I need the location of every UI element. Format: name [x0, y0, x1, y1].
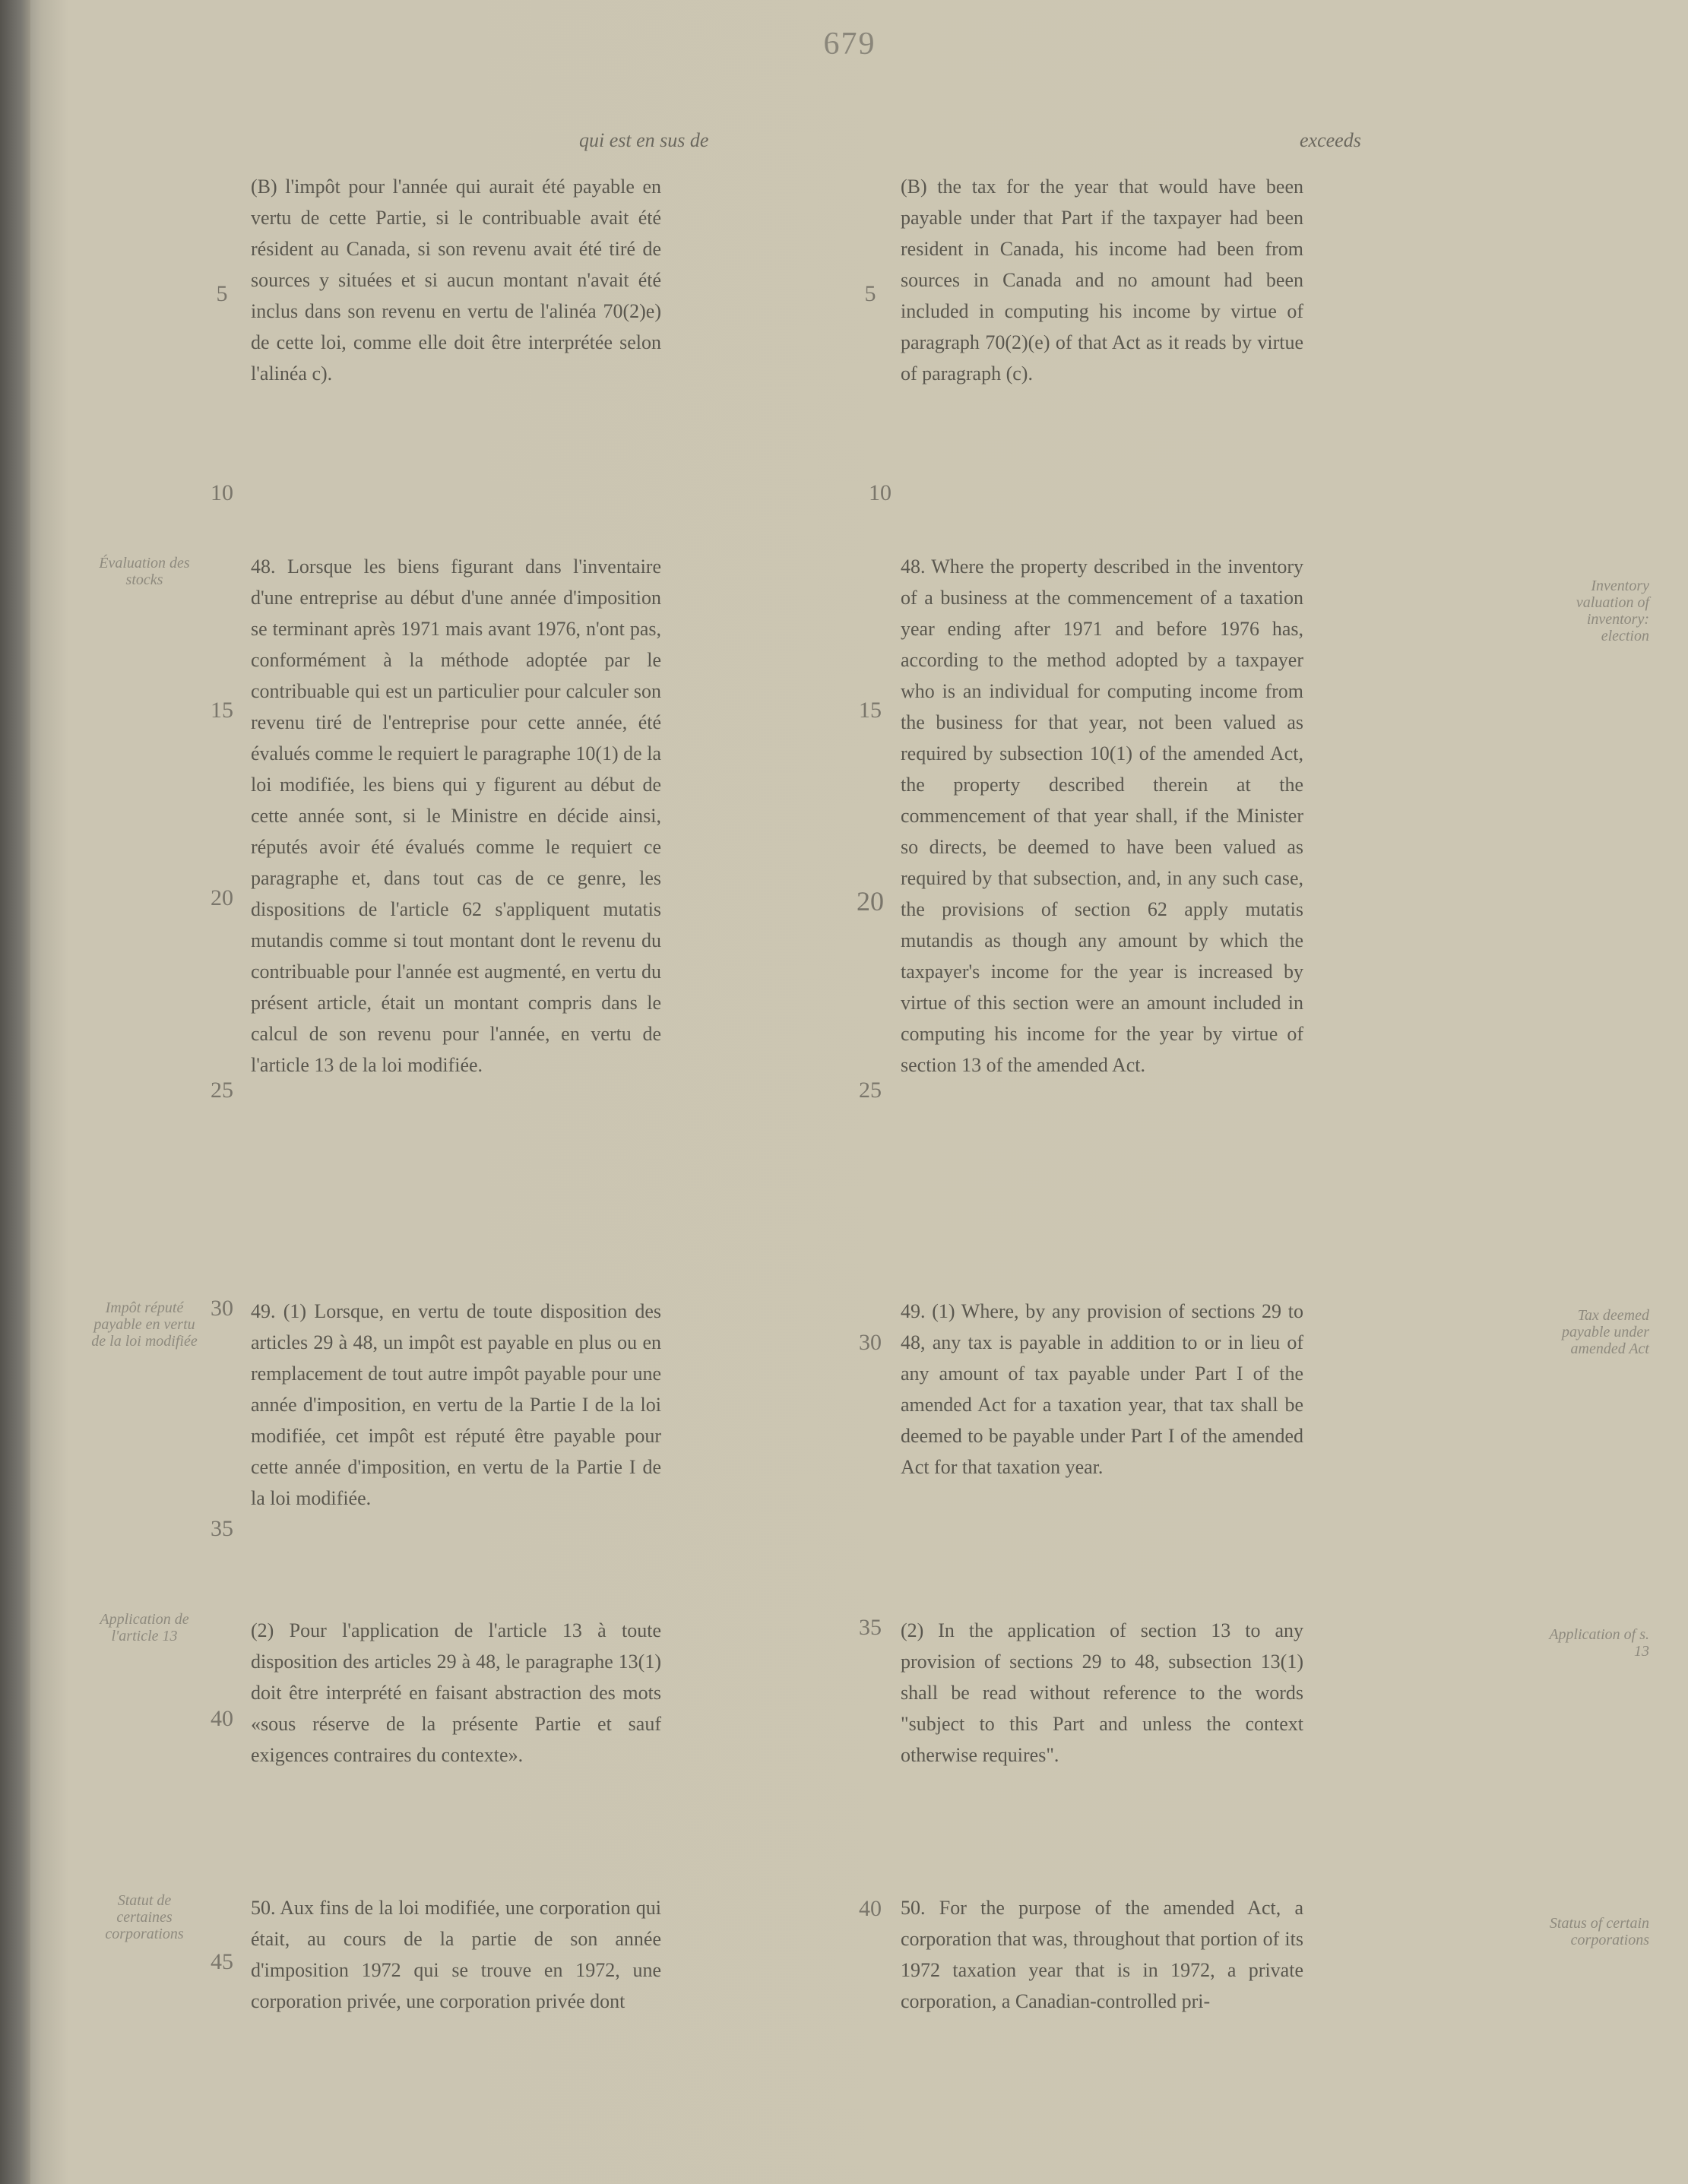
- margin-note: Impôt réputé payable en vertu de la loi modifiée: [91, 1299, 198, 1350]
- english-section-48: 48. Where the property described in the inventory of a business at the commencement of a taxation year ending after 1971 and before 1976 has, according to the method adopted by a taxpayer who is an individual for computing income from the business for that year, not been valued as required by subsection 10(1) of the amended Act, the property described therein at the commencement of that year shall, if the Minister so directs, be deemed to have been valued as required by that subsection, and, in any such case, the provisions of section 62 apply mutatis mutandis as though any amount by which the taxpayer's income for the year is increased by virtue of this section were an amount included in computing his income for the year by virtue of section 13 of the amended Act.: [901, 555, 1303, 1076]
- line-number: 40: [211, 1706, 233, 1731]
- margin-note: Statut de certaines corporations: [105, 1892, 184, 1942]
- margin-note: Évaluation des stocks: [99, 555, 190, 588]
- line-number: 20: [857, 886, 884, 916]
- line-number: 35: [211, 1516, 233, 1541]
- line-number: 15: [211, 698, 233, 723]
- line-number: 25: [859, 1078, 882, 1103]
- french-section-50: 50. Aux fins de la loi modifiée, une corporation qui était, au cours de la partie de son année d'imposition 1972 qui se trouve en 1972, une corporation privée, une corporation privée dont: [251, 1897, 661, 2012]
- line-number: 15: [859, 698, 882, 723]
- margin-note: Inventory valuation of inventory: election: [1576, 578, 1649, 644]
- margin-note: Status of certain corporations: [1549, 1915, 1649, 1948]
- english-section-49-1: 49. (1) Where, by any provision of sections 29 to 48, any tax is payable in addition to or in lieu of any amount of tax payable under Part I of the amended Act for a taxation year, that tax shall be deemed to be payable under Part I of the amended Act for that taxation year.: [901, 1300, 1303, 1478]
- line-number: 30: [211, 1296, 233, 1321]
- margin-note: Application of s. 13: [1549, 1626, 1649, 1660]
- margin-note: Tax deemed payable under amended Act: [1562, 1307, 1649, 1357]
- line-number: 45: [211, 1949, 233, 1974]
- page-number: 679: [823, 27, 876, 62]
- french-section-49-1: 49. (1) Lorsque, en vertu de toute disposition des articles 29 à 48, un impôt est payable en plus ou en remplacement de tout autre impôt payable pour une année d'imposition, en vertu de la Partie I de la loi modifiée, cet impôt est réputé être payable pour cette année d'imposition, en vertu de la Partie I de la loi modifiée.: [251, 1300, 661, 1509]
- french-section-48: 48. Lorsque les biens figurant dans l'inventaire d'une entreprise au début d'une année d'imposition se terminant après 1971 mais avant 1976, n'ont pas, conformément à la méthode adoptée par le contribuable qui est un particulier pour calculer son revenu tiré de l'entreprise pour cette année, été évalués comme le requiert le paragraphe 10(1) de la loi modifiée, les biens qui y figurent au début de cette année sont, si le Ministre en décide ainsi, réputés avoir été évalués comme le requiert ce paragraphe et, dans tout cas de ce genre, les dispositions de l'article 62 s'appliquent mutatis mutandis comme si tout montant dont le revenu du contribuable pour l'année est augmenté, en vertu du présent article, était un montant compris dans le calcul de son revenu pour l'année, en vertu de l'article 13 de la loi modifiée.: [251, 555, 661, 1076]
- english-header: exceeds: [1300, 129, 1361, 151]
- line-number: 40: [859, 1896, 882, 1921]
- line-number: 5: [216, 281, 228, 306]
- line-number: 10: [211, 480, 233, 505]
- french-section-49-2: (2) Pour l'application de l'article 13 à toute disposition des articles 29 à 48, le paragraphe 13(1) doit être interprété en faisant abstraction des mots «sous réserve de la présente Partie et sauf exigences contraires du contexte».: [251, 1619, 661, 1766]
- french-header: qui est en sus de: [579, 129, 709, 151]
- line-number: 5: [864, 281, 876, 306]
- line-number: 20: [211, 885, 233, 910]
- line-number: 30: [859, 1330, 882, 1355]
- french-b-clause: (B) l'impôt pour l'année qui aurait été payable en vertu de cette Partie, si le contribuable avait été résident au Canada, si son revenu avait été tiré de sources y situées et si aucun montant n'avait été inclus dans son revenu en vertu de l'alinéa 70(2)e) de cette loi, comme elle doit être interprétée selon l'alinéa c).: [251, 176, 661, 385]
- book-spine: [0, 0, 30, 2184]
- margin-note: Application de l'article 13: [100, 1611, 189, 1644]
- line-number: 10: [869, 480, 892, 505]
- line-number: 25: [211, 1078, 233, 1103]
- english-section-50: 50. For the purpose of the amended Act, a corporation that was, throughout that portion of its 1972 taxation year that is in 1972, a private corporation, a Canadian-controlled pri-: [901, 1897, 1303, 2012]
- line-number: 35: [859, 1615, 882, 1640]
- english-section-49-2: (2) In the application of section 13 to any provision of sections 29 to 48, subsection 13(1) shall be read without reference to the words "subject to this Part and unless the context otherwise requires".: [901, 1619, 1303, 1766]
- english-b-clause: (B) the tax for the year that would have been payable under that Part if the taxpayer had been resident in Canada, his income had been from sources in Canada and no amount had been included in computing his income by virtue of paragraph 70(2)(e) of that Act as it reads by virtue of paragraph (c).: [901, 176, 1303, 385]
